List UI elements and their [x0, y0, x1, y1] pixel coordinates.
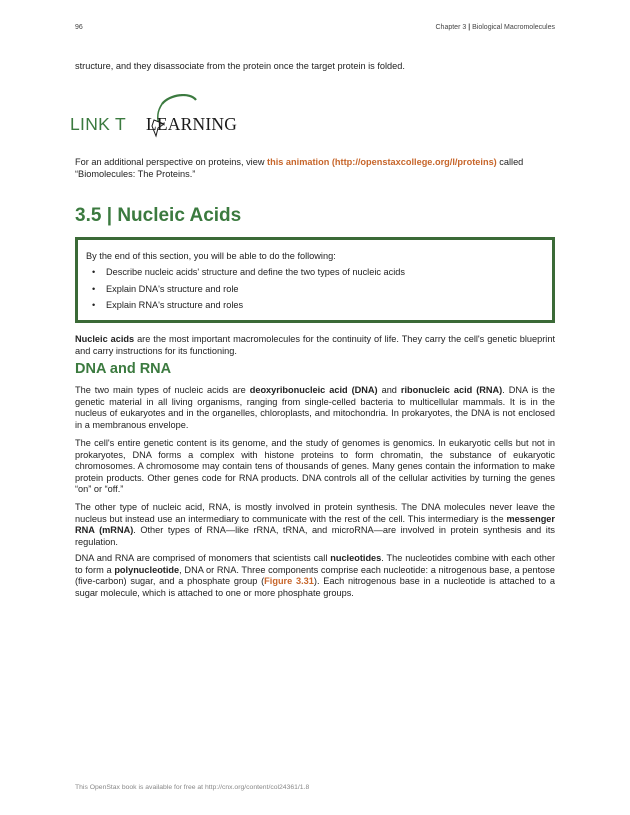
figure-reference-link[interactable]: Figure 3.31 [264, 576, 314, 587]
objective-item: • Explain RNA's structure and roles [86, 299, 544, 311]
intro-paragraph [75, 334, 555, 357]
lead-paragraph: structure, and they disassociate from the protein once the target protein is folded. [75, 61, 405, 71]
paragraph-genome: The cell's entire genetic content is its genome, and the study of genomes is genomics. In eukaryotic cells but not in prokaryotes, DNA forms a complex with histone proteins to form chromatin, the substance of eukaryotic chromosomes. A chromosome may contain tens of thousands of genes. Many genes contain the information to make protein products. Other genes code for RNA products. DNA controls all of the cellular activities by turning the genes “on” or “off.” [75, 438, 555, 495]
para4-text-1: DNA and RNA are comprised of monomers that scientists call [75, 553, 331, 563]
section-title [75, 205, 241, 227]
paragraph-dna-rna-types [75, 385, 555, 431]
section-separator: | [106, 205, 113, 226]
section-number: 3.5 [75, 205, 102, 226]
logo-text-learning: LEARNING [146, 114, 238, 134]
header-separator: | [468, 24, 471, 31]
section-title-text: Nucleic Acids [117, 205, 242, 226]
term-mrna: messenger RNA (mRNA) [75, 513, 555, 536]
paragraph-rna-role [75, 502, 555, 548]
para3-text-1: The other type of nucleic acid, RNA, is mostly involved in protein synthesis. The DNA molecules never leave the nucleus but instead use an intermediary to communicate with the rest of the cell. This intermediary is the [75, 502, 555, 524]
animation-link[interactable]: this animation (http://openstaxcollege.org/l/proteins) [267, 157, 497, 167]
para1-text-1: The two main types of nucleic acids are [75, 385, 250, 395]
para4-text-4: ). Each nitrogenous base in a nucleotide is attached to a sugar molecule, which is attached to one or more phosphate groups. [75, 576, 555, 598]
intro-paragraph-text: are the most important macromolecules for the continuity of life. They carry the cell's genetic blueprint and carry instructions for its functioning. [75, 334, 556, 356]
term-nucleic-acids: Nucleic acids [75, 334, 135, 344]
para4-text-3: , DNA or RNA. Three components comprise each nucleotide: a nitrogenous base, a pentose (five-carbon) sugar, and a phosphate group ( [75, 564, 555, 587]
para3-text-2: . Other types of RNA—like rRNA, tRNA, and microRNA—are involved in protein synthesis and its regulation. [75, 525, 555, 547]
learning-objectives-box [75, 237, 555, 323]
para1-text-3: . DNA is the genetic material in all living organisms, ranging from single-celled bacteria to multicellular mammals. It is in the nucleus of eukaryotes and in the organelles, chloroplasts, and mitochondria. In prokaryotes, the DNA is not enclosed in a membranous envelope. [75, 385, 555, 430]
ltl-text-after: called “Biomolecules: The Proteins.” [75, 157, 524, 179]
para4-text-2: . The nucleotides combine with each other to form a [75, 553, 555, 575]
objective-item: • Explain DNA's structure and role [86, 283, 544, 295]
term-dna: deoxyribonucleic acid (DNA) [249, 385, 378, 395]
ltl-text-before: For an additional perspective on proteins, view [75, 157, 268, 167]
term-polynucleotide: polynucleotide [114, 564, 180, 575]
link-to-learning-text [75, 156, 555, 180]
objectives-intro: By the end of this section, you will be able to do the following: [86, 251, 336, 261]
para1-text-2: and [377, 385, 401, 395]
term-nucleotides: nucleotides [330, 553, 382, 563]
subsection-title: DNA and RNA [75, 361, 172, 377]
logo-text-link: LINK T [70, 114, 126, 134]
page-footer: This OpenStax book is available for free at http://cnx.org/content/col24361/1.8 [75, 784, 310, 791]
chapter-label: Chapter 3 [435, 24, 467, 31]
link-to-learning-logo [70, 94, 240, 138]
objective-item: • Describe nucleic acids' structure and define the two types of nucleic acids [86, 266, 544, 278]
paragraph-nucleotides [75, 553, 555, 599]
objectives-list [86, 266, 544, 311]
page-number: 96 [75, 24, 83, 31]
term-rna: ribonucleic acid (RNA) [400, 385, 503, 395]
chapter-title: Biological Macromolecules [472, 24, 555, 31]
running-header [436, 24, 556, 31]
